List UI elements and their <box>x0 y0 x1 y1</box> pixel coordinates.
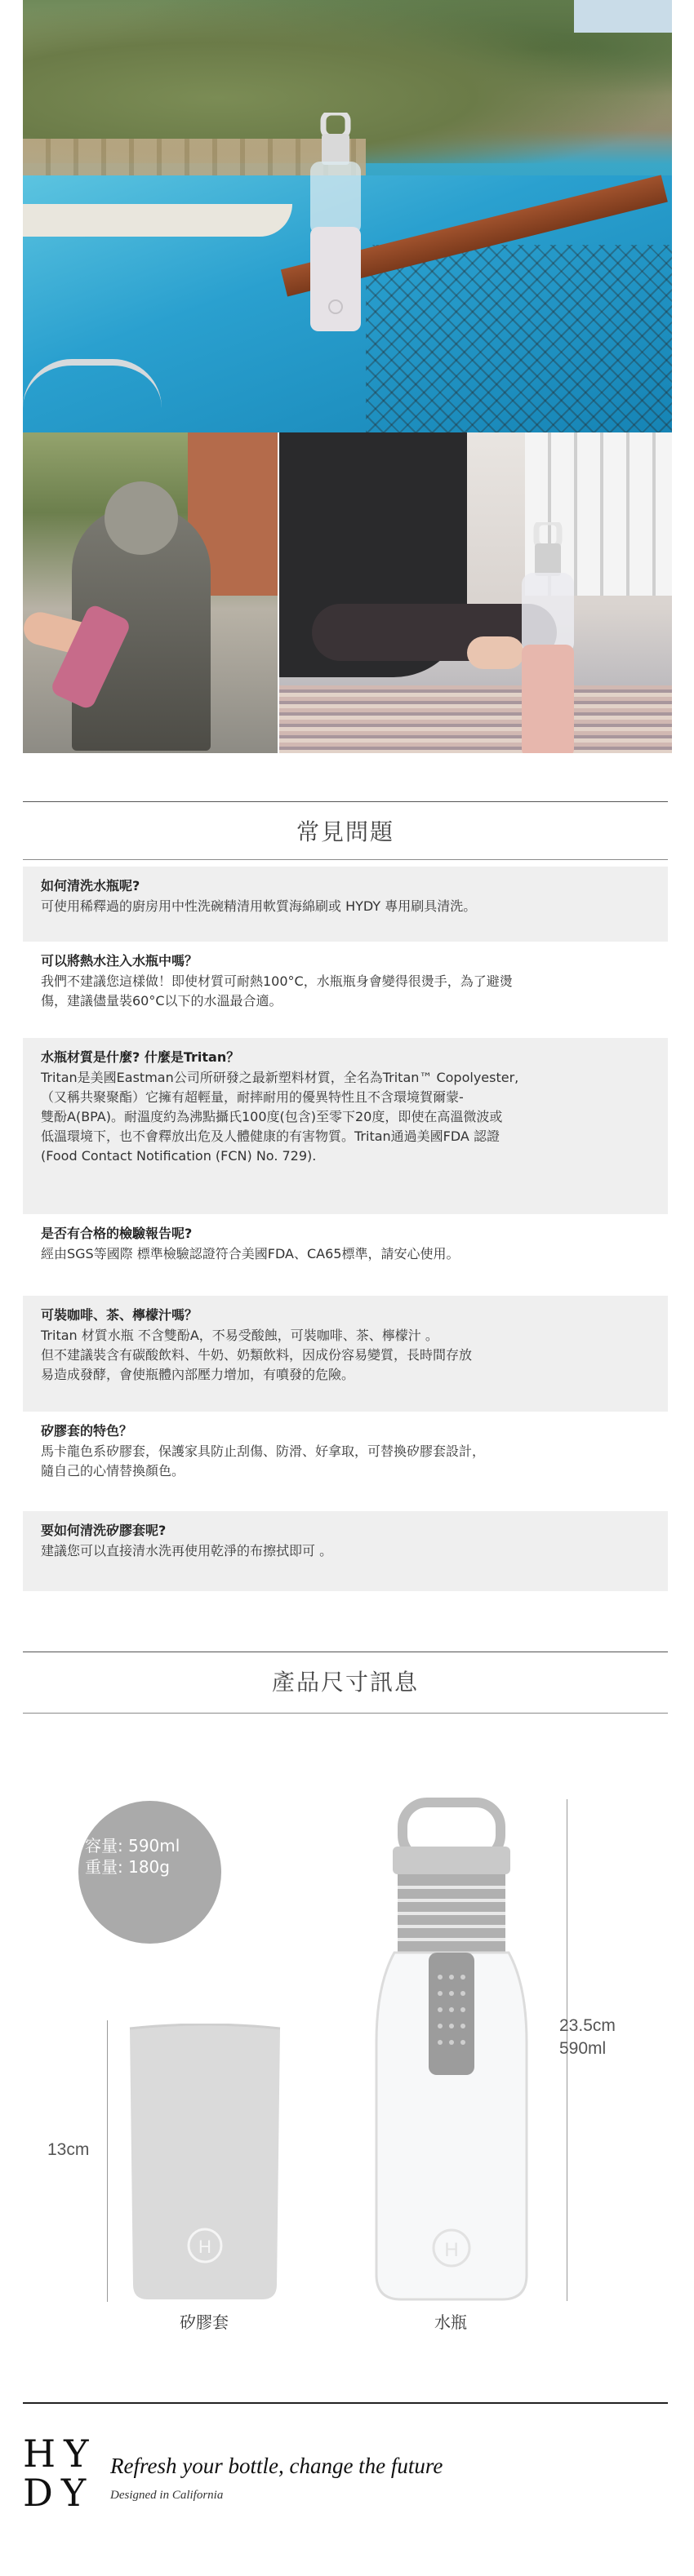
faq-item <box>23 942 668 1038</box>
water-bottle-icon <box>370 1798 533 2303</box>
pool-ladder <box>23 359 162 432</box>
pool-deck <box>23 204 292 237</box>
faq-answer: 可使用稀釋過的廚房用中性洗碗精清用軟質海綿刷或 HYDY 專用刷具清洗。 <box>41 898 477 914</box>
logo-line-1: HY <box>23 2432 97 2476</box>
lion-head <box>105 481 178 555</box>
faq-question: 水瓶材質是什麼? 什麼是Tritan？ <box>41 1049 240 1065</box>
sky <box>574 0 672 33</box>
bottle-caption: 水瓶 <box>434 2312 467 2332</box>
weight-label: 重量: 180g <box>85 1857 170 1877</box>
faq-bottom-rule <box>23 859 668 860</box>
hydy-logo <box>23 2434 96 2516</box>
size-title: 產品尺寸訊息 <box>271 1669 419 1696</box>
faq-item <box>23 1038 668 1214</box>
size-bottom-rule <box>23 1713 668 1714</box>
faq-answer: Tritan 材質水瓶 不含雙酚A，不易受酸蝕，可裝咖啡、茶、檸檬汁 。 但不建議裝含有碳酸飲料、牛奶、奶類飲料，因成份容易變質，長時間存放 易造成發酵，會使瓶體內部壓力增加，有噴發的危險。 <box>41 1328 473 1382</box>
faq-answer: 經由SGS等國際 標準檢驗認證符合美國FDA、CA65標準，請安心使用。 <box>41 1246 460 1261</box>
faq-item <box>23 1412 668 1511</box>
logo-line-2: DY <box>23 2471 95 2515</box>
faq-title: 常見問題 <box>296 818 394 845</box>
faq-item <box>23 867 668 942</box>
silicone-sleeve-icon <box>127 2024 283 2301</box>
faq-question: 可裝咖啡、茶、檸檬汁嗎？ <box>41 1307 198 1323</box>
faq-question: 可以將熱水注入水瓶中嗎？ <box>41 953 198 969</box>
svg-text:H: H <box>444 2239 459 2261</box>
faq-question: 是否有合格的檢驗報告呢? <box>41 1226 193 1241</box>
faq-answer: 建議您可以直接清水洗再使用乾淨的布擦拭即可 。 <box>41 1543 333 1558</box>
slogan: Refresh your bottle, change the future <box>110 2454 443 2478</box>
faq-answer: 我們不建議您這樣做！即使材質可耐熱100°C，水瓶瓶身會變得很燙手，為了避燙 傷，建議儘量裝60°C以下的水溫最合適。 <box>41 973 513 1009</box>
faq-item <box>23 1296 668 1412</box>
faq-answer: Tritan是美國Eastman公司所研發之最新塑料材質，全名為Tritan™ Copolyester, （又稱共聚聚酯）它擁有超輕量，耐摔耐用的優異特性且不含環境賀爾蒙- 雙酚A(BPA)。耐溫度約為沸點攝氏100度(包含)至零下20度，即使在高溫微波或 低溫環境下，也不會釋放出危及人體健康的有害物質。Tritan通過美國FDA 認證 (Food Contact Notification (FCN) No. 729). <box>41 1070 519 1164</box>
fence-mesh <box>366 245 672 432</box>
sleeve-dimension-line <box>107 2020 108 2302</box>
faq-question: 要如何清洗矽膠套呢? <box>41 1523 167 1538</box>
svg-text:H: H <box>198 2237 211 2257</box>
capacity-label: 容量: 590ml <box>85 1836 180 1856</box>
pool-photo <box>23 0 672 432</box>
faq-item <box>23 1214 668 1296</box>
rug <box>279 685 672 753</box>
sleeve-height-label: 13cm <box>47 2140 90 2159</box>
bottle-height-label: 23.5cm <box>559 2016 616 2035</box>
designed-in-label: Designed in California <box>110 2489 224 2502</box>
footer-rule <box>23 2402 668 2404</box>
sleeve-caption: 矽膠套 <box>180 2312 229 2332</box>
bottle-icon <box>512 522 584 753</box>
lion-fountain-photo <box>23 432 278 753</box>
yoga-photo <box>279 432 672 753</box>
faq-question: 矽膠套的特色？ <box>41 1423 133 1439</box>
bottle-icon <box>302 113 369 333</box>
faq-answer: 馬卡龍色系矽膠套，保護家具防止刮傷、防滑、好拿取，可替換矽膠套設計， 隨自己的心情替換顏色。 <box>41 1443 486 1479</box>
bottle-volume-label: 590ml <box>559 2039 607 2058</box>
faq-top-rule <box>23 801 668 802</box>
faq-item <box>23 1511 668 1591</box>
faq-question: 如何清洗水瓶呢? <box>41 878 140 893</box>
